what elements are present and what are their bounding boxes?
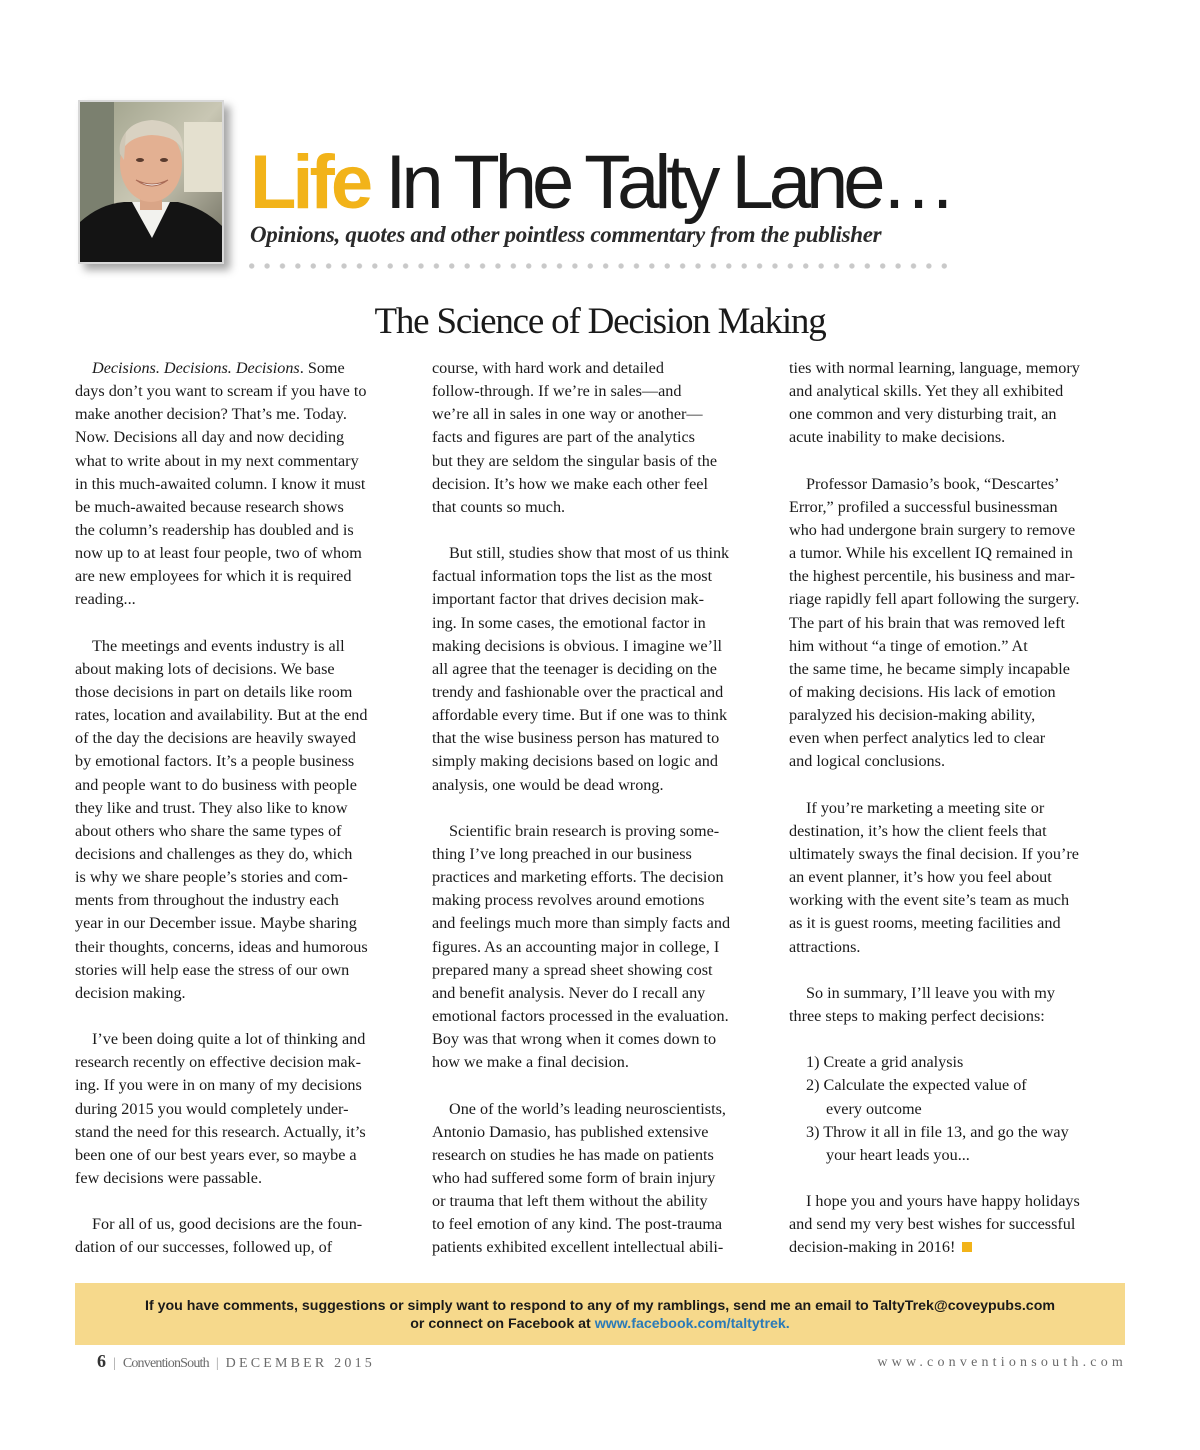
dotted-divider (244, 261, 954, 271)
contact-line-2-text: or connect on Facebook at (410, 1316, 595, 1332)
article-text: Boy was that wrong when it comes down to (432, 1030, 717, 1049)
article-headline: The Science of Decision Making (374, 301, 826, 342)
article-line (789, 704, 1121, 727)
issue-date: DECEMBER 2015 (225, 1356, 375, 1371)
article-line (75, 936, 407, 959)
article-text: making process revolves around emotions (432, 891, 705, 910)
article-line (432, 496, 764, 519)
article-text: and send my very best wishes for successful (789, 1215, 1076, 1234)
paragraph-break (432, 519, 764, 542)
article-text: So in summary, I’ll leave you with my (806, 983, 1055, 1002)
article-text: decisions and challenges as they do, which (75, 844, 353, 863)
article-line (75, 681, 407, 704)
article-line (75, 1098, 407, 1121)
article-line (75, 496, 407, 519)
article-line (432, 1213, 764, 1236)
article-text: ments from throughout the industry each (75, 891, 339, 910)
article-line (432, 426, 764, 449)
article-text: destination, it’s how the client feels that (789, 821, 1047, 840)
article-text: But still, studies show that most of us think (449, 544, 730, 563)
article-line (432, 1051, 764, 1074)
article-line (789, 1074, 1121, 1097)
article-line (75, 1028, 407, 1051)
article-text: decision-making in 2016! (789, 1238, 956, 1257)
article-line (789, 519, 1121, 542)
article-line (789, 403, 1121, 426)
article-text: all agree that the teenager is deciding on the (432, 659, 717, 678)
article-text: The meetings and events industry is all (92, 636, 345, 655)
article-line (789, 357, 1121, 380)
page-number: 6 (97, 1351, 106, 1371)
article-text: during 2015 you would completely under- (75, 1099, 349, 1118)
paragraph-break (789, 1028, 1121, 1051)
article-text: affordable every time. But if one was to think (432, 706, 728, 725)
article-line (432, 1028, 764, 1051)
paragraph-break (789, 450, 1121, 473)
article-line (75, 635, 407, 658)
article-line (75, 1236, 407, 1259)
article-line (432, 635, 764, 658)
article-text: or trauma that left them without the ability (432, 1192, 708, 1211)
column-title-rest: In The Talty Lane… (369, 140, 952, 225)
article-text: we’re all in sales in one way or another— (432, 405, 703, 424)
article-text: even when perfect analytics led to clear (789, 729, 1046, 748)
contact-box (75, 1283, 1125, 1345)
article-text: those decisions in part on details like room (75, 682, 353, 701)
article-line (432, 380, 764, 403)
article-text: what to write about in my next commentary (75, 451, 359, 470)
article-line (789, 1144, 1121, 1167)
article-text: ultimately sways the final decision. If you’re (789, 844, 1079, 863)
article-text: I hope you and yours have happy holidays (806, 1192, 1080, 1211)
article-line (789, 866, 1121, 889)
article-line (432, 1005, 764, 1028)
article-line (75, 1051, 407, 1074)
article-text: course, with hard work and detailed (432, 359, 664, 377)
article-text: acute inability to make decisions. (789, 428, 1006, 447)
article-line (432, 1144, 764, 1167)
article-text: thing I’ve long preached in our business (432, 844, 692, 863)
article-text: who had undergone brain surgery to remove (789, 520, 1076, 539)
article-line (75, 1121, 407, 1144)
article-text: ing. In some cases, the emotional factor in (432, 613, 706, 632)
article-line (789, 843, 1121, 866)
article-line (75, 519, 407, 542)
article-line (75, 959, 407, 982)
article-text: ties with normal learning, language, memory (789, 359, 1080, 377)
article-line (75, 704, 407, 727)
page-footer (97, 1351, 375, 1372)
article-end-mark (962, 1242, 972, 1252)
column-subtitle: Opinions, quotes and other pointless commentary from the publisher (250, 222, 882, 247)
article-text: follow-through. If we’re in sales—and (432, 382, 682, 401)
article-line (432, 936, 764, 959)
article-line (75, 1167, 407, 1190)
author-photo (78, 100, 224, 264)
article-line (75, 1213, 407, 1236)
article-line (75, 889, 407, 912)
article-text: the column’s readership has doubled and is (75, 520, 354, 539)
article-line (75, 357, 407, 380)
article-text: be much-awaited because research shows (75, 497, 344, 516)
website-url[interactable]: www.conventionsouth.com (877, 1355, 1127, 1370)
paragraph-break (789, 1167, 1121, 1190)
paragraph-break (432, 797, 764, 820)
article-text: Professor Damasio’s book, “Descartes’ (806, 474, 1060, 493)
article-text: stand the need for this research. Actually, it’s (75, 1122, 366, 1141)
article-line (75, 912, 407, 935)
article-line (432, 912, 764, 935)
article-line (789, 542, 1121, 565)
article-text: that counts so much. (432, 497, 566, 516)
article-line (432, 588, 764, 611)
article-text: and feelings much more than simply facts and (432, 914, 731, 933)
article-line (432, 658, 764, 681)
article-text: If you’re marketing a meeting site or (806, 798, 1045, 817)
article-text: ing. If you were in on many of my decisions (75, 1076, 362, 1095)
article-line (789, 1005, 1121, 1028)
article-line (432, 820, 764, 843)
article-line (789, 635, 1121, 658)
column-title-accent: Life (250, 140, 370, 225)
article-text: been one of our best years ever, so maybe a (75, 1145, 357, 1164)
article-text: paralyzed his decision-making ability, (789, 706, 1036, 725)
article-line (789, 565, 1121, 588)
article-line (432, 403, 764, 426)
article-line (432, 565, 764, 588)
article-line (75, 1144, 407, 1167)
article-line (789, 936, 1121, 959)
article-text: simply making decisions based on logic and (432, 752, 718, 771)
article-text: and analytical skills. Yet they all exhibited (789, 382, 1064, 401)
article-text: that the wise business person has matured to (432, 729, 720, 748)
article-line (75, 843, 407, 866)
article-line (789, 496, 1121, 519)
article-line (75, 658, 407, 681)
article-line (75, 380, 407, 403)
article-line (789, 727, 1121, 750)
article-line (432, 1098, 764, 1121)
article-line (75, 542, 407, 565)
article-text: decision. It’s how we make each other feel (432, 474, 708, 493)
article-line (432, 866, 764, 889)
article-line (789, 1121, 1121, 1144)
article-line (432, 612, 764, 635)
article-line (432, 1190, 764, 1213)
article-line (789, 912, 1121, 935)
article-text: prepared many a spread sheet showing cost (432, 960, 713, 979)
article-text: they like and trust. They also like to know (75, 798, 348, 817)
author-portrait-image (80, 102, 222, 262)
article-line (75, 866, 407, 889)
article-text: about making lots of decisions. We base (75, 659, 335, 678)
article-column-2 (432, 357, 764, 1259)
article-text: three steps to making perfect decisions: (789, 1006, 1045, 1025)
article-text: but they are seldom the singular basis of the (432, 451, 718, 470)
article-line (789, 1098, 1121, 1121)
article-text: of the day the decisions are heavily swayed (75, 729, 356, 748)
article-text: factual information tops the list as the most (432, 567, 713, 586)
article-text: facts and figures are part of the analytics (432, 428, 695, 447)
article-text: to feel emotion of any kind. The post-trauma (432, 1215, 723, 1234)
article-text: a tumor. While his excellent IQ remained in (789, 544, 1073, 563)
article-text: rates, location and availability. But at the end (75, 706, 368, 725)
article-line (789, 1213, 1121, 1236)
article-line (789, 982, 1121, 1005)
article-text: working with the event site’s team as much (789, 891, 1070, 910)
article-text: stories will help ease the stress of our own (75, 960, 350, 979)
article-text: make another decision? That’s me. Today. (75, 405, 347, 424)
article-column-1 (75, 357, 407, 1259)
article-line (432, 982, 764, 1005)
article-text: For all of us, good decisions are the foun- (92, 1215, 363, 1234)
article-line (789, 1190, 1121, 1213)
italic-text: Decisions. Decisions. Decisions (92, 359, 300, 377)
paragraph-break (789, 774, 1121, 797)
facebook-link[interactable]: www.facebook.com/taltytrek. (594, 1316, 790, 1332)
article-line (432, 959, 764, 982)
article-line (789, 473, 1121, 496)
article-text: days don’t you want to scream if you have to (75, 382, 367, 401)
article-text: emotional factors processed in the evaluation. (432, 1006, 729, 1025)
paragraph-break (75, 612, 407, 635)
article-text: research on studies he has made on patients (432, 1145, 714, 1164)
article-line (789, 612, 1121, 635)
paragraph-break (75, 1190, 407, 1213)
article-line (789, 1051, 1121, 1074)
article-line (432, 774, 764, 797)
article-line (75, 820, 407, 843)
article-text: attractions. (789, 937, 861, 956)
article-text: of making decisions. His lack of emotion (789, 682, 1056, 701)
article-text: now up to at least four people, two of whom (75, 544, 362, 563)
article-text: Scientific brain research is proving some- (449, 821, 720, 840)
article-text: riage rapidly fell apart following the surgery. (789, 590, 1080, 609)
article-line (75, 426, 407, 449)
article-line (75, 473, 407, 496)
article-line (432, 1121, 764, 1144)
article-line (789, 889, 1121, 912)
article-line (75, 450, 407, 473)
article-line (75, 403, 407, 426)
article-line (75, 727, 407, 750)
article-line (432, 473, 764, 496)
article-text: Antonio Damasio, has published extensive (432, 1122, 709, 1141)
article-text: decision making. (75, 983, 186, 1002)
article-line (789, 797, 1121, 820)
article-text: are new employees for which it is required (75, 567, 352, 586)
article-line (789, 820, 1121, 843)
article-text: one common and very disturbing trait, an (789, 405, 1057, 424)
article-text: One of the world’s leading neuroscientists, (449, 1099, 726, 1118)
article-text: and benefit analysis. Never do I recall any (432, 983, 706, 1002)
article-text: the highest percentile, his business and mar- (789, 567, 1076, 586)
magazine-name: ConventionSouth (122, 1356, 209, 1371)
article-line (432, 1236, 764, 1259)
article-text: an event planner, it’s how you feel about (789, 868, 1052, 887)
article-line (75, 750, 407, 773)
article-text: and people want to do business with people (75, 775, 357, 794)
column-title (250, 138, 952, 228)
article-line (432, 542, 764, 565)
article-line (432, 843, 764, 866)
article-line (432, 704, 764, 727)
article-text: Now. Decisions all day and now deciding (75, 428, 345, 447)
article-text: is why we share people’s stories and com- (75, 868, 348, 887)
article-text: 3) Throw it all in file 13, and go the way (806, 1122, 1069, 1141)
article-line (789, 658, 1121, 681)
article-text: year in our December issue. Maybe sharing (75, 914, 357, 933)
article-text: by emotional factors. It’s a people business (75, 752, 355, 771)
paragraph-break (432, 1074, 764, 1097)
article-line (789, 681, 1121, 704)
contact-line-1: If you have comments, suggestions or simply want to respond to any of my ramblings, send me an email to TaltyTrek@coveypubs.com (145, 1298, 1055, 1314)
article-line (432, 727, 764, 750)
footer-separator: | (215, 1356, 219, 1371)
article-text: . Some (299, 359, 345, 377)
article-line (75, 1074, 407, 1097)
article-line (432, 889, 764, 912)
article-text: reading... (75, 590, 136, 609)
article-text: and logical conclusions. (789, 752, 945, 771)
article-text: who had suffered some form of brain injury (432, 1168, 716, 1187)
article-text: figures. As an accounting major in college, I (432, 937, 720, 956)
article-line (432, 450, 764, 473)
article-column-3 (789, 357, 1121, 1259)
article-line (789, 426, 1121, 449)
article-line (432, 1167, 764, 1190)
footer-separator: | (113, 1356, 116, 1371)
article-text: how we make a final decision. (432, 1053, 629, 1072)
article-text: about others who share the same types of (75, 821, 342, 840)
article-text: Error,” profiled a successful businessman (789, 497, 1058, 516)
paragraph-break (789, 959, 1121, 982)
article-line (432, 681, 764, 704)
article-text: every outcome (826, 1099, 922, 1118)
article-text: important factor that drives decision mak- (432, 590, 704, 609)
article-text: 1) Create a grid analysis (806, 1053, 964, 1072)
article-text: him without “a tinge of emotion.” At (789, 636, 1028, 655)
article-line (432, 750, 764, 773)
article-text: as it is guest rooms, meeting facilities and (789, 914, 1061, 933)
article-text: trendy and fashionable over the practical and (432, 682, 724, 701)
article-text: dation of our successes, followed up, of (75, 1238, 333, 1257)
article-text: The part of his brain that was removed left (789, 613, 1065, 632)
article-line (789, 1236, 1121, 1259)
article-text: practices and marketing efforts. The decision (432, 868, 724, 887)
article-text: their thoughts, concerns, ideas and humorous (75, 937, 368, 956)
article-line (789, 588, 1121, 611)
paragraph-break (75, 1005, 407, 1028)
article-text: the same time, he became simply incapable (789, 659, 1070, 678)
article-text: analysis, one would be dead wrong. (432, 775, 664, 794)
article-text: patients exhibited excellent intellectual abili- (432, 1238, 724, 1257)
article-line (75, 565, 407, 588)
article-line (789, 380, 1121, 403)
article-line (75, 588, 407, 611)
article-text: 2) Calculate the expected value of (806, 1076, 1027, 1095)
article-line (75, 797, 407, 820)
article-text: making decisions is obvious. I imagine we’ll (432, 636, 722, 655)
article-line (75, 982, 407, 1005)
article-line (432, 357, 764, 380)
article-line (789, 750, 1121, 773)
article-text: your heart leads you... (826, 1145, 970, 1164)
article-line (75, 774, 407, 797)
contact-line-2 (75, 1315, 1125, 1333)
article-text: few decisions were passable. (75, 1168, 262, 1187)
article-text: I’ve been doing quite a lot of thinking and (92, 1030, 366, 1049)
article-text: in this much-awaited column. I know it must (75, 474, 366, 493)
article-text: research recently on effective decision mak- (75, 1053, 361, 1072)
